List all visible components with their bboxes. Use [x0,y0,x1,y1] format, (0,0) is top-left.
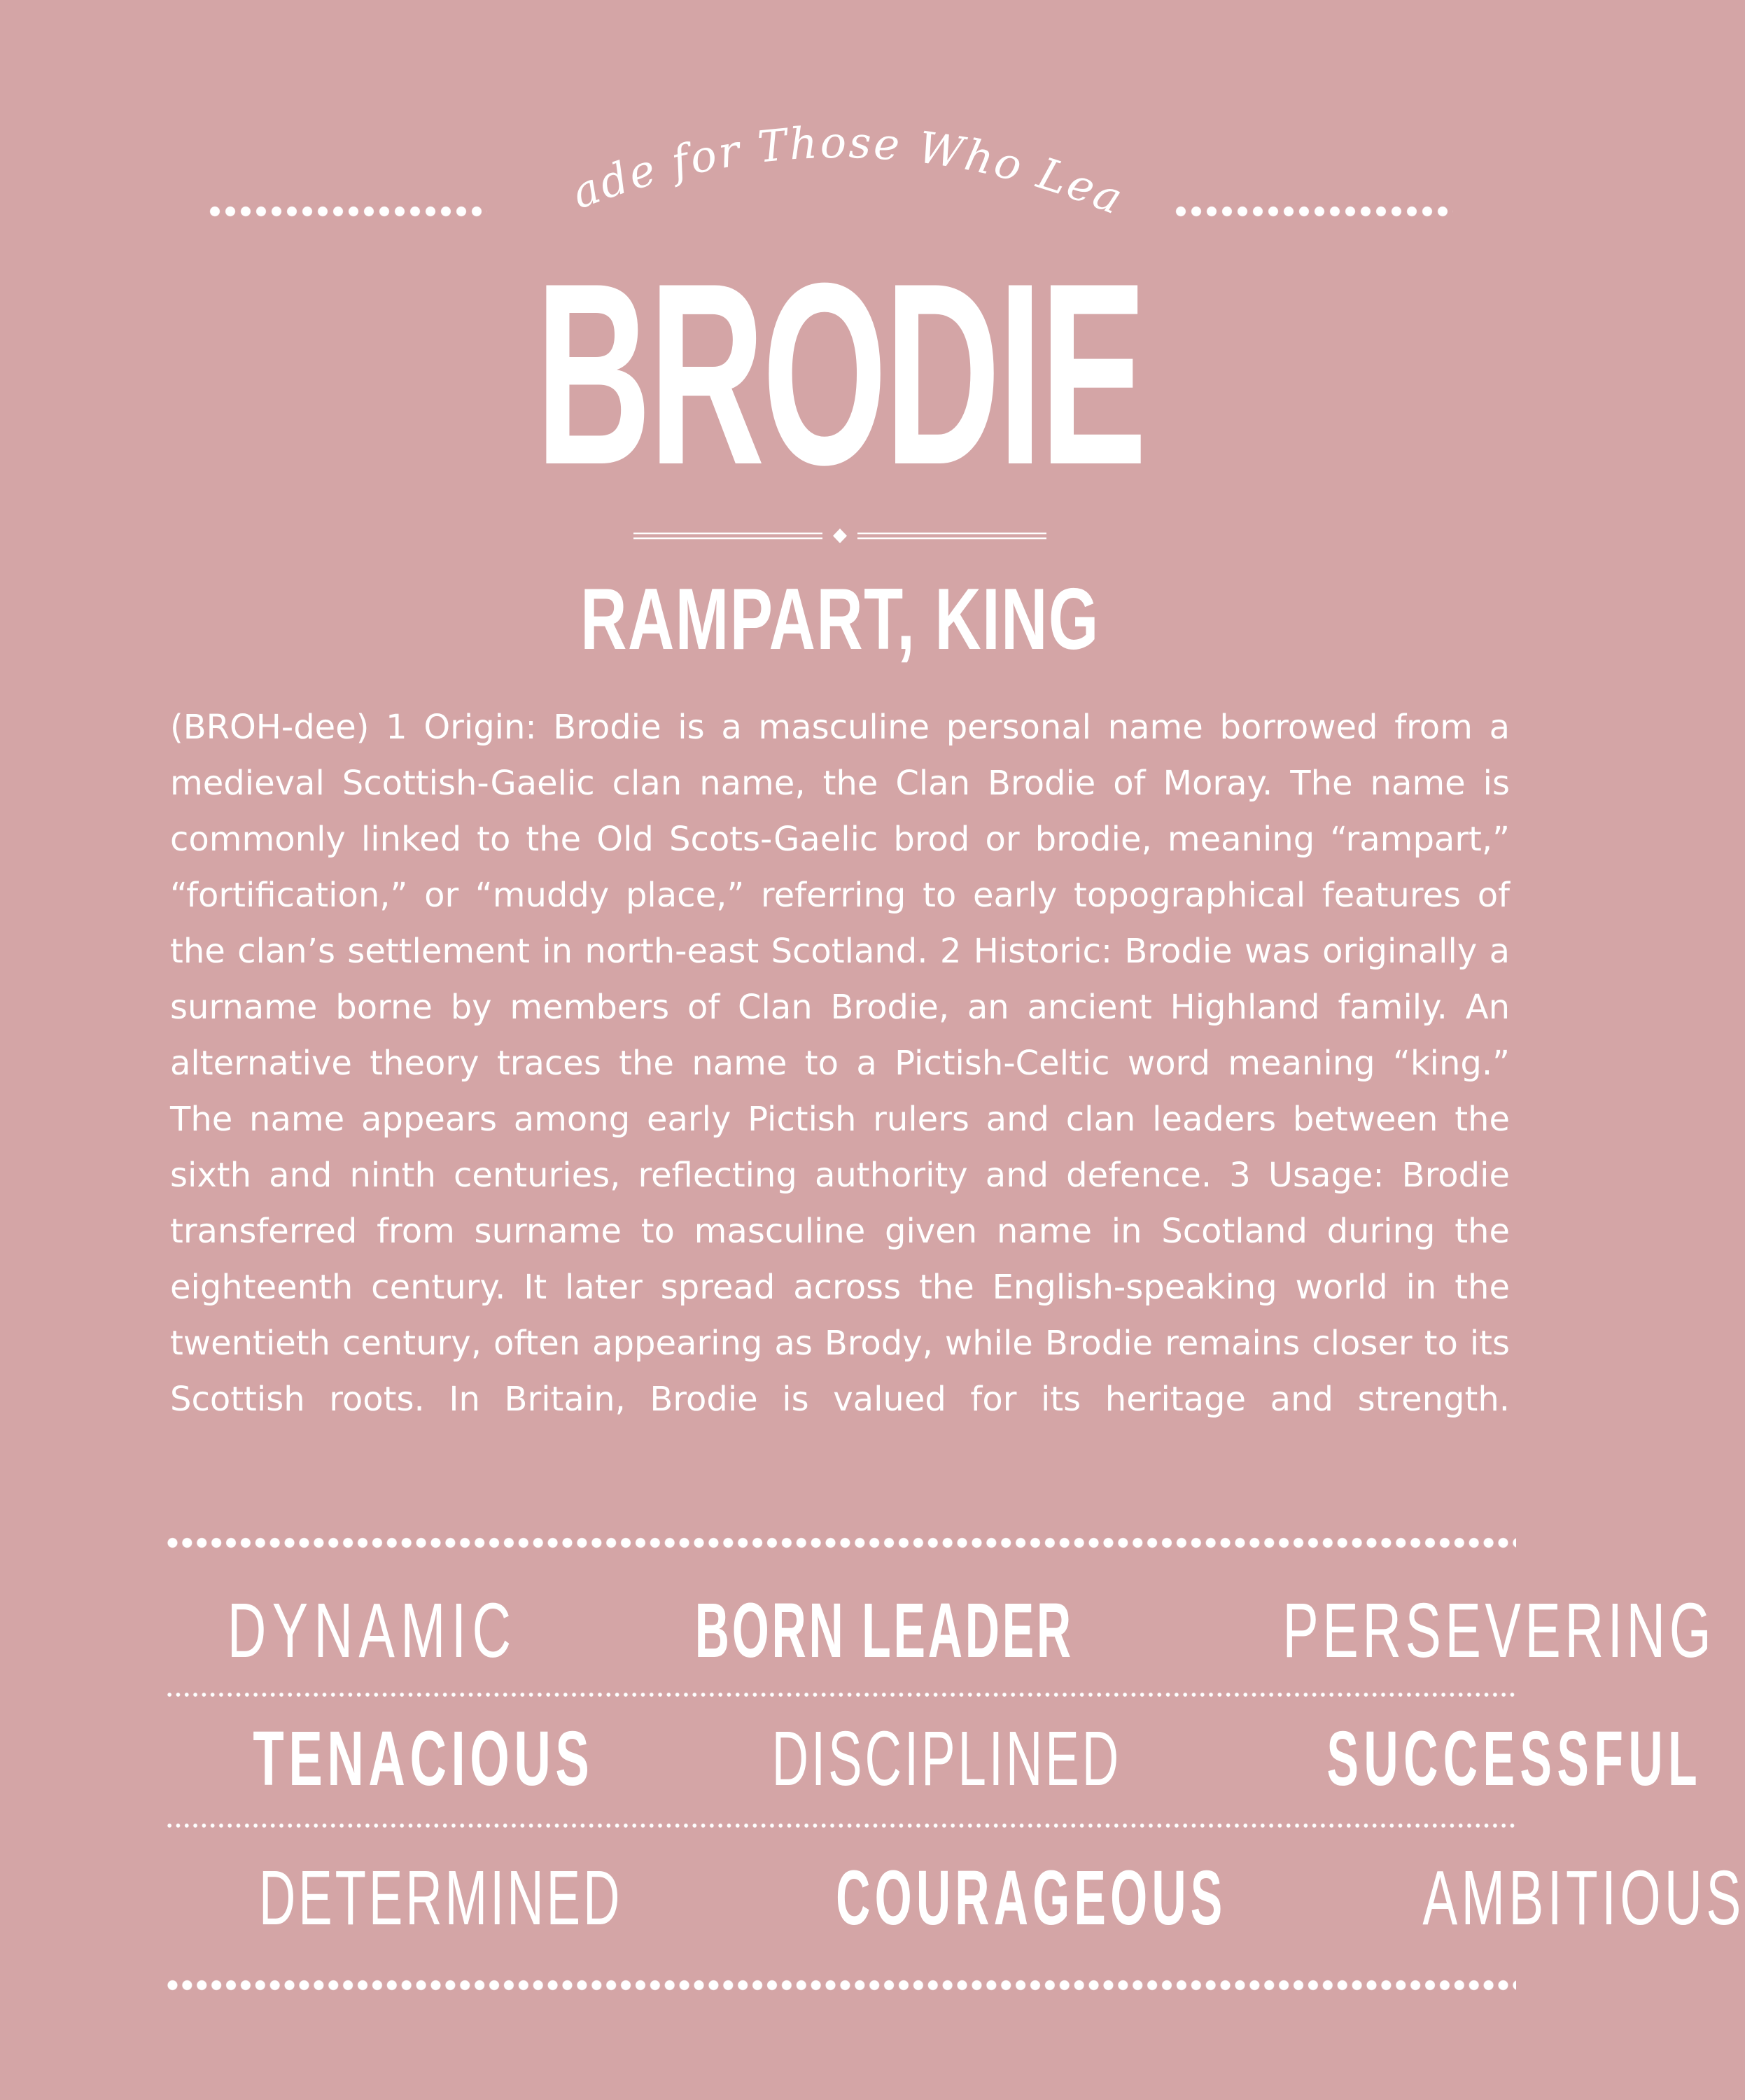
diamond-icon [833,528,847,543]
dotted-rule-top-right [1173,204,1453,218]
trait-word: PERSEVERING [1282,1588,1716,1674]
trait-word: DISCIPLINED [771,1716,1121,1802]
name-meaning: RAMPART, KING [580,571,1100,668]
tagline [508,71,1148,231]
ornament-divider [633,527,1046,544]
trait-word: DETERMINED [258,1855,623,1941]
svg-text:Made for Those Who Lead [508,71,1131,225]
traits-row-1 [165,1588,1716,1674]
dotted-rule-lower [165,1977,1516,1993]
trait-word: TENACIOUS [253,1716,594,1802]
traits-row-2 [165,1716,1702,1802]
trait-word: AMBITIOUS [1422,1855,1745,1941]
name-title: BRODIE [535,230,1144,519]
traits-row-3 [165,1855,1745,1941]
dotted-rule-thin-2 [165,1823,1516,1828]
dotted-rule-upper [165,1535,1516,1550]
dotted-rule-top-left [207,204,487,218]
trait-word: BORN LEADER [695,1588,1074,1674]
tagline-text: Made for Those Who Lead [508,71,1132,225]
trait-word: COURAGEOUS [836,1855,1227,1941]
trait-word: DYNAMIC [227,1588,517,1674]
name-description: (BROH-dee) 1 Origin: Brodie is a masculine personal name borrowed from a medieval Scottish-Gaelic clan name, the Clan Brodie of Moray. The name is commonly linked to the Old Scots-Gaelic brod or brodie, meaning “rampart,” “fortification,” or “muddy place,” referring to early topographical features of the clan’s settlement in north-east Scotland. 2 Historic: Brodie was originally a surname borne by members of Clan Brodie, an ancient Highland family. An alternative theory traces the name to a Pictish-Celtic word meaning “king.” The name appears among early Pictish rulers and clan leaders between the sixth and ninth centuries, reflecting authority and defence. 3 Usage: Brodie transferred from surname to masculine given name in Scotland during the eighteenth century. It later spread across the English-speaking world in the twentieth century, often appearing as Brody, while Brodie remains closer to its Scottish roots. In Britain, Brodie is valued for its heritage and strength. [170,708,1510,1419]
trait-word: SUCCESSFUL [1326,1716,1702,1802]
dotted-rule-thin-1 [165,1692,1516,1698]
